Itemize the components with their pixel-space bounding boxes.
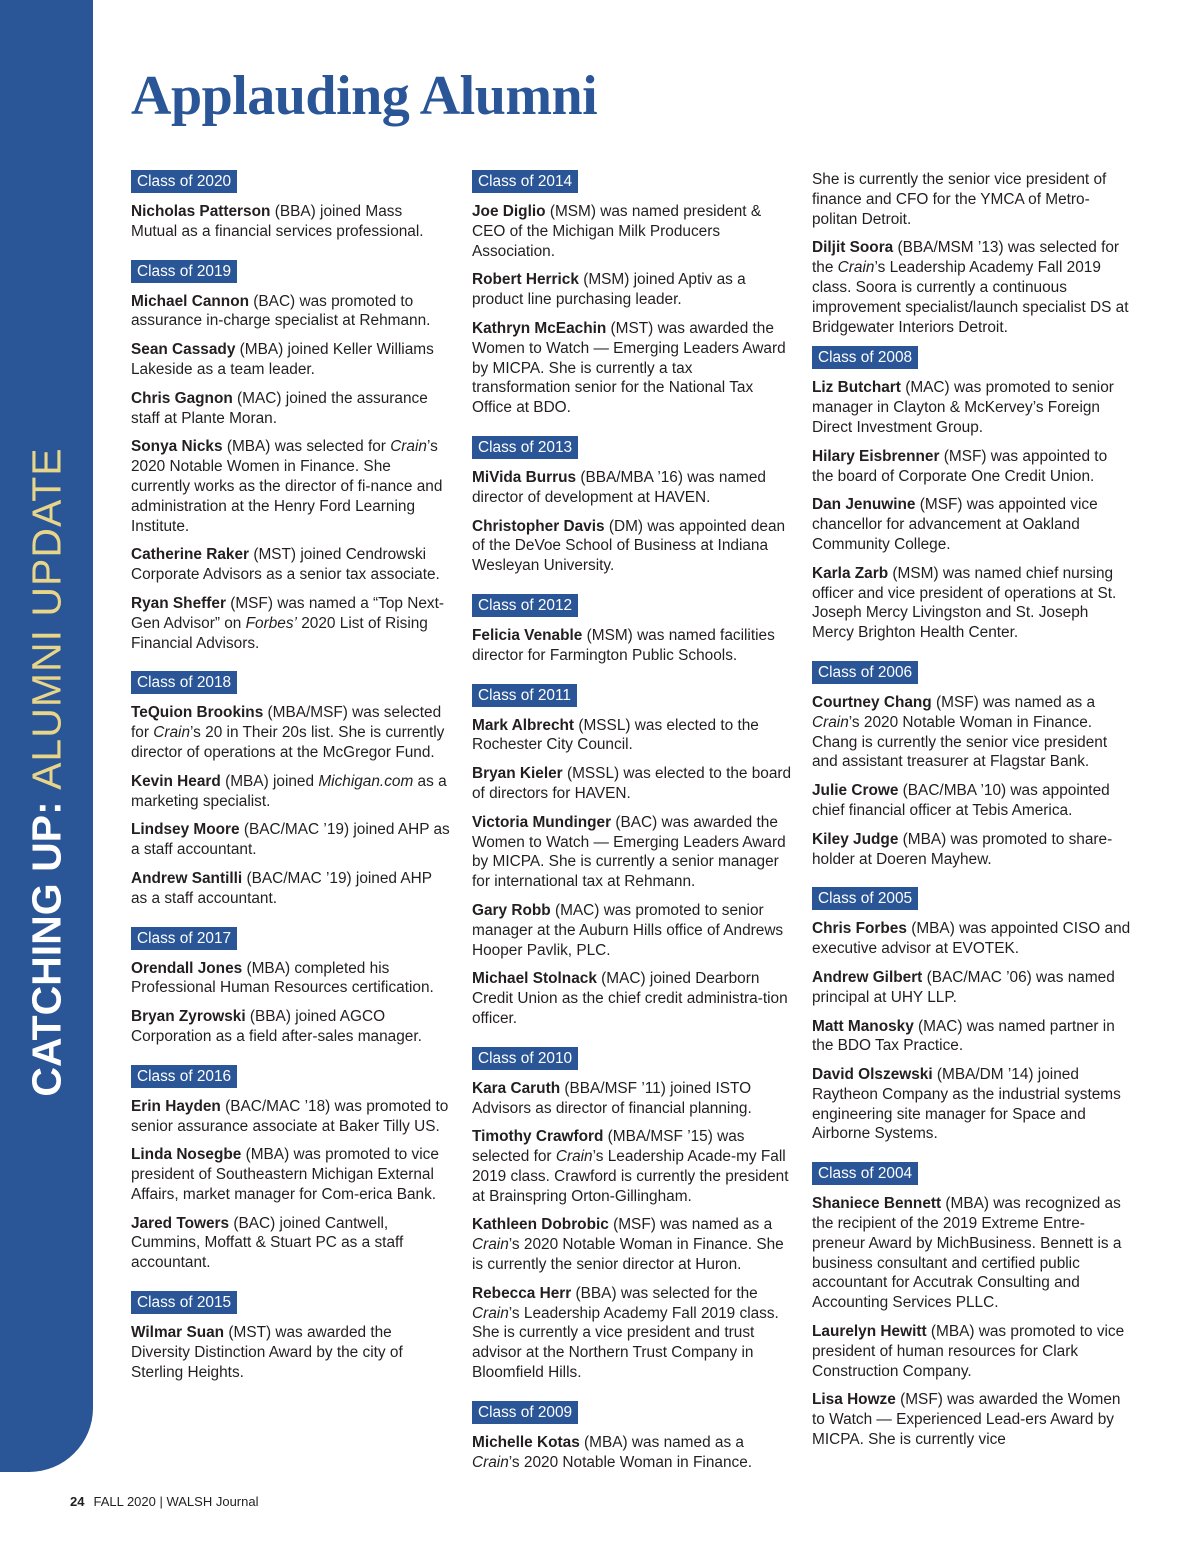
class-section xyxy=(472,170,792,418)
alumni-entry xyxy=(131,1214,451,1273)
alumni-entry xyxy=(131,703,451,762)
alumni-name: MiVida Burrus xyxy=(472,468,577,486)
alumni-text: (MSF) was named as a xyxy=(608,1216,773,1234)
alumni-entry xyxy=(472,969,792,1028)
publication-name: Crain xyxy=(153,724,191,742)
alumni-text: ’s 2020 Notable Women in Finance. She currently works as the director of fi-nance and administration at the Henry Ford Learning Institute. xyxy=(131,438,443,535)
alumni-entry xyxy=(131,437,451,536)
alumni-entry xyxy=(812,830,1132,870)
class-section xyxy=(131,671,451,908)
alumni-text: (MSM) was named facilities director for Farmington Public Schools. xyxy=(472,626,775,664)
alumni-entry xyxy=(131,869,451,909)
alumni-text: (MSF) was named as a xyxy=(931,693,1096,711)
alumni-entry xyxy=(131,959,451,999)
alumni-name: Christopher Davis xyxy=(472,517,605,535)
alumni-text: (MAC) joined Dearborn Credit Union as the chief credit administra-tion officer. xyxy=(472,970,788,1027)
alumni-name: Orendall Jones xyxy=(131,959,243,977)
alumni-name: Linda Nosegbe xyxy=(131,1146,242,1164)
alumni-name: Nicholas Patterson xyxy=(131,203,271,220)
alumni-text: (MBA) was named as a xyxy=(579,1433,744,1451)
section-label-light: ALUMNI UPDATE xyxy=(23,447,70,790)
alumni-entry xyxy=(131,389,451,429)
alumni-text: ’s Leadership Acade-my Fall 2019 class. Crawford is currently the president at Brainspring Orton-Gillingham. xyxy=(472,1148,789,1205)
alumni-text: 2020 List of Rising Financial Advisors. xyxy=(131,614,428,652)
page-title: Applauding Alumni xyxy=(131,65,598,127)
alumni-name: Julie Crowe xyxy=(812,782,899,800)
class-year-badge: Class of 2019 xyxy=(131,260,237,283)
alumni-text: (DM) was appointed dean of the DeVoe School of Business at Indiana Wesleyan University. xyxy=(472,517,786,575)
alumni-text: (MSM) joined Aptiv as a product line purchasing leader. xyxy=(472,271,746,309)
alumni-name: Victoria Mundinger xyxy=(472,813,612,831)
class-year-badge: Class of 2017 xyxy=(131,927,237,950)
alumni-text: (BAC) joined Cantwell, Cummins, Moffatt & Stuart PC as a staff accountant. xyxy=(131,1214,404,1272)
alumni-entry xyxy=(131,772,451,812)
alumni-entry xyxy=(812,1390,1132,1449)
alumni-text: (MSF) was named a “Top Next-Gen Advisor” on xyxy=(131,594,445,632)
alumni-text: (MBA) was selected for xyxy=(222,438,391,456)
alumni-name: Sonya Nicks xyxy=(131,438,223,456)
alumni-entry xyxy=(131,820,451,860)
alumni-text: (MBA/DM ’14) joined Raytheon Company as the industrial systems engineering site manager for Space and Airborne Systems. xyxy=(812,1066,1121,1143)
class-section xyxy=(131,1291,451,1382)
class-year-badge: Class of 2014 xyxy=(472,170,578,193)
publication-name: Michigan.com xyxy=(318,772,414,790)
publication-name: Crain xyxy=(472,1304,509,1322)
publication-name: Crain xyxy=(472,1236,509,1254)
alumni-text: (BBA) joined Mass Mutual as a financial services professional. xyxy=(131,203,424,240)
alumni-name: Chris Forbes xyxy=(812,920,907,938)
class-section xyxy=(812,346,1132,643)
alumni-name: Catherine Raker xyxy=(131,546,250,564)
alumni-text: (MSSL) was elected to the board of directors for HAVEN. xyxy=(472,765,792,802)
alumni-text: (MST) was awarded the Diversity Distinction Award by the city of Sterling Heights. xyxy=(131,1324,403,1381)
alumni-entry xyxy=(131,292,451,332)
alumni-entry xyxy=(131,594,451,653)
alumni-text: (BBA/MSF ’11) joined ISTO Advisors as director of financial planning. xyxy=(472,1079,752,1117)
alumni-name: TeQuion Brookins xyxy=(131,704,264,722)
alumni-text: (MAC) joined the assurance staff at Plante Moran. xyxy=(131,389,428,427)
alumni-entry xyxy=(472,716,792,756)
alumni-text: (MBA) was promoted to vice president of Southeastern Michigan External Affairs, market manager for Com-erica Bank. xyxy=(131,1146,439,1203)
alumni-text: as a marketing specialist. xyxy=(131,772,447,810)
alumni-text: (BBA/MSM ’13) was selected for the xyxy=(812,239,1120,277)
alumni-text: ’s Leadership Academy Fall 2019 class. Soora is currently a continuous improvement specialist/launch specialist DS at Bridgewater Interiors Detroit. xyxy=(812,259,1129,336)
alumni-name: Wilmar Suan xyxy=(131,1324,225,1342)
alumni-name: Mark Albrecht xyxy=(472,716,575,734)
alumni-entry xyxy=(812,693,1132,772)
alumni-name: Kathryn McEachin xyxy=(472,319,607,337)
alumni-text: (MST) was awarded the Women to Watch — Emerging Leaders Award by MICPA. She is currently a tax transformation senior for the National Tax Office at BDO. xyxy=(472,319,786,417)
alumni-text: (MAC) was named partner in the BDO Tax Practice. xyxy=(812,1017,1115,1055)
class-year-badge: Class of 2005 xyxy=(812,887,918,910)
alumni-entry xyxy=(131,340,451,380)
alumni-entry xyxy=(812,1065,1132,1144)
alumni-text: (BAC/MAC ’19) joined AHP as a staff accountant. xyxy=(131,869,432,907)
alumni-text: ’s 2020 Notable Woman in Finance. Chang is currently the senior vice president and assistant treasurer at Flagstar Bank. xyxy=(812,713,1108,771)
alumni-entry xyxy=(472,1079,792,1119)
publication-info: FALL 2020 | WALSH Journal xyxy=(93,1494,259,1509)
alumni-entry xyxy=(812,968,1132,1008)
alumni-entry xyxy=(812,238,1132,337)
alumni-entry xyxy=(472,517,792,576)
page-number: 24 xyxy=(70,1494,85,1509)
alumni-entry xyxy=(472,202,792,261)
publication-name: Crain xyxy=(472,1453,509,1471)
alumni-entry xyxy=(472,813,792,892)
class-year-badge: Class of 2008 xyxy=(812,346,918,369)
alumni-name: Courtney Chang xyxy=(812,693,932,711)
alumni-name: Dan Jenuwine xyxy=(812,496,916,514)
class-year-badge: Class of 2009 xyxy=(472,1401,578,1424)
alumni-entry xyxy=(812,919,1132,959)
alumni-entry xyxy=(812,1194,1132,1313)
alumni-entry xyxy=(131,1097,451,1137)
alumni-text: (BBA/MBA ’16) was named director of development at HAVEN. xyxy=(472,468,766,506)
alumni-name: Sean Cassady xyxy=(131,341,236,359)
alumni-name: Lindsey Moore xyxy=(131,821,240,839)
class-year-badge: Class of 2020 xyxy=(131,170,237,193)
class-section xyxy=(472,594,792,666)
alumni-text: (BAC/MAC ’18) was promoted to senior assurance associate at Baker Tilly US. xyxy=(131,1097,449,1135)
class-year-badge: Class of 2012 xyxy=(472,594,578,617)
alumni-text: (BAC/MBA ’10) was appointed chief financial officer at Tebis America. xyxy=(812,782,1110,819)
alumni-entry xyxy=(472,1215,792,1274)
alumni-name: Andrew Santilli xyxy=(131,869,243,887)
alumni-text: (MSF) was appointed vice chancellor for advancement at Oakland Community College. xyxy=(812,496,1098,553)
alumni-entry xyxy=(812,1017,1132,1057)
alumni-text: ’s 20 in Their 20s list. She is currently director of operations at the McGregor Fund. xyxy=(131,724,445,761)
alumni-name: Jared Towers xyxy=(131,1214,230,1232)
sidebar-band xyxy=(0,0,93,1472)
alumni-name: Andrew Gilbert xyxy=(812,968,923,986)
alumni-name: Bryan Zyrowski xyxy=(131,1008,246,1026)
alumni-name: Matt Manosky xyxy=(812,1017,914,1035)
alumni-text: (MBA/MSF) was selected for xyxy=(131,704,442,742)
alumni-text: (BAC/MAC ’19) joined AHP as a staff accountant. xyxy=(131,821,450,859)
alumni-entry xyxy=(472,764,792,804)
alumni-text: ’s 2020 Notable Woman in Finance. She is currently the senior director at Huron. xyxy=(472,1236,784,1274)
class-section xyxy=(812,1162,1132,1450)
alumni-name: Timothy Crawford xyxy=(472,1128,604,1146)
alumni-name: Felicia Venable xyxy=(472,626,583,644)
alumni-text: (MSM) was named chief nursing officer and vice president of operations at St. Joseph Mercy Livingston and St. Joseph Mercy Brighton Health Center. xyxy=(812,564,1117,642)
alumni-name: Kevin Heard xyxy=(131,772,221,790)
alumni-name: Robert Herrick xyxy=(472,271,579,289)
alumni-text: (MSSL) was elected to the Rochester City Council. xyxy=(472,716,759,754)
class-section xyxy=(131,1065,451,1273)
alumni-entry xyxy=(472,1284,792,1383)
alumni-entry xyxy=(472,901,792,960)
alumni-name: Michael Stolnack xyxy=(472,970,597,988)
class-section xyxy=(812,661,1132,869)
class-section xyxy=(812,887,1132,1144)
section-label xyxy=(23,447,70,1097)
alumni-name: Joe Diglio xyxy=(472,203,546,220)
alumni-text: (MAC) was promoted to senior manager in Clayton & McKervey’s Foreign Direct Investment Group. xyxy=(812,379,1114,436)
alumni-name: Kathleen Dobrobic xyxy=(472,1216,609,1234)
alumni-entry xyxy=(812,781,1132,821)
alumni-name: Rebecca Herr xyxy=(472,1284,572,1302)
alumni-text: (MAC) was promoted to senior manager at the Auburn Hills office of Andrews Hooper Pavlik, PLC. xyxy=(472,901,784,959)
alumni-entry xyxy=(812,378,1132,437)
class-section xyxy=(131,927,451,1047)
class-section xyxy=(472,1401,792,1473)
alumni-name: Shaniece Bennett xyxy=(812,1195,942,1213)
alumni-text: (MBA) was appointed CISO and executive advisor at EVOTEK. xyxy=(812,920,1131,958)
alumni-name: Michelle Kotas xyxy=(472,1433,580,1451)
alumni-text: (MSF) was awarded the Women to Watch — Experienced Lead-ers Award by MICPA. She is currently vice xyxy=(812,1391,1121,1449)
publication-name: Crain xyxy=(812,713,849,731)
class-year-badge: Class of 2018 xyxy=(131,671,237,694)
class-year-badge: Class of 2004 xyxy=(812,1162,918,1185)
alumni-name: Bryan Kieler xyxy=(472,765,563,783)
alumni-text: (MBA) was promoted to vice president of human resources for Clark Construction Company. xyxy=(812,1323,1125,1380)
alumni-entry xyxy=(812,1322,1132,1381)
column-2 xyxy=(472,170,792,1490)
alumni-text: (MBA) joined Keller Williams Lakeside as a team leader. xyxy=(131,341,434,378)
class-section xyxy=(472,436,792,576)
alumni-text: (MBA) completed his Professional Human Resources certification. xyxy=(131,959,434,997)
class-section xyxy=(131,170,451,242)
alumni-text: (MST) joined Cendrowski Corporate Advisors as a senior tax associate. xyxy=(131,546,440,584)
alumni-text: (MBA) was promoted to share-holder at Doeren Mayhew. xyxy=(812,830,1113,868)
class-section xyxy=(472,684,792,1029)
alumni-entry xyxy=(131,545,451,585)
alumni-entry xyxy=(812,170,1132,229)
alumni-text: She is currently the senior vice president of finance and CFO for the YMCA of Metro-politan Detroit. xyxy=(812,171,1107,228)
publication-name: Crain xyxy=(555,1148,593,1166)
alumni-text: (MBA) was recognized as the recipient of the 2019 Extreme Entre-preneur Award by MichBusiness. Bennett is a business consultant and certified public accountant for Accutrak Consulting and Accounting Services PLLC. xyxy=(812,1195,1122,1312)
alumni-text: (MSF) was appointed to the board of Corporate One Credit Union. xyxy=(812,447,1108,485)
alumni-text: (MBA) joined xyxy=(220,772,319,790)
publication-name: Forbes’ xyxy=(245,614,297,632)
alumni-entry xyxy=(472,270,792,310)
alumni-name: Liz Butchart xyxy=(812,379,901,397)
class-year-badge: Class of 2013 xyxy=(472,436,578,459)
alumni-name: Lisa Howze xyxy=(812,1391,896,1409)
alumni-entry xyxy=(131,202,451,242)
alumni-name: Kiley Judge xyxy=(812,830,899,848)
alumni-entry xyxy=(472,1433,792,1473)
alumni-name: Gary Robb xyxy=(472,901,551,919)
alumni-text: ’s 2020 Notable Woman in Finance. xyxy=(508,1453,753,1471)
alumni-entry xyxy=(472,468,792,508)
publication-name: Crain xyxy=(837,259,875,277)
alumni-entry xyxy=(472,1127,792,1206)
class-year-badge: Class of 2010 xyxy=(472,1047,578,1070)
alumni-text: (BBA) joined AGCO Corporation as a field after-sales manager. xyxy=(131,1008,422,1045)
alumni-entry xyxy=(812,495,1132,554)
alumni-name: Michael Cannon xyxy=(131,292,250,310)
alumni-entry xyxy=(131,1007,451,1047)
alumni-text: (BAC) was awarded the Women to Watch — Emerging Leaders Award by MICPA. She is currently a senior manager for international tax at Rehmann. xyxy=(472,813,786,891)
alumni-text: (BAC) was promoted to assurance in-charge specialist at Rehmann. xyxy=(131,292,431,330)
alumni-entry xyxy=(472,626,792,666)
page-footer xyxy=(70,1494,258,1509)
class-section xyxy=(131,260,451,654)
class-year-badge: Class of 2016 xyxy=(131,1065,237,1088)
alumni-name: Laurelyn Hewitt xyxy=(812,1323,927,1341)
alumni-entry xyxy=(812,564,1132,643)
alumni-name: David Olszewski xyxy=(812,1066,933,1084)
alumni-name: Diljit Soora xyxy=(812,239,894,257)
class-year-badge: Class of 2006 xyxy=(812,661,918,684)
alumni-entry xyxy=(131,1323,451,1382)
alumni-text: (BAC/MAC ’06) was named principal at UHY LLP. xyxy=(812,968,1115,1006)
alumni-text: ’s Leadership Academy Fall 2019 class. She is currently a vice president and trust advisor at the Northern Trust Company in Bloomfield Hills. xyxy=(472,1304,779,1382)
alumni-name: Karla Zarb xyxy=(812,564,889,582)
alumni-name: Chris Gagnon xyxy=(131,389,233,407)
alumni-text: (MBA/MSF ’15) was selected for xyxy=(472,1128,745,1166)
class-section xyxy=(472,1047,792,1383)
alumni-entry xyxy=(472,319,792,418)
publication-name: Crain xyxy=(390,438,427,456)
alumni-entry xyxy=(812,447,1132,487)
alumni-entry xyxy=(131,1145,451,1204)
column-1 xyxy=(131,170,451,1400)
column-3 xyxy=(812,170,1132,1468)
alumni-name: Erin Hayden xyxy=(131,1097,221,1115)
alumni-name: Kara Caruth xyxy=(472,1079,561,1097)
class-year-badge: Class of 2015 xyxy=(131,1291,237,1314)
alumni-name: Hilary Eisbrenner xyxy=(812,447,940,465)
alumni-text: (BBA) was selected for the xyxy=(571,1284,758,1302)
alumni-text: (MSM) was named president & CEO of the Michigan Milk Producers Association. xyxy=(472,203,762,260)
class-year-badge: Class of 2011 xyxy=(472,684,577,707)
alumni-name: Ryan Sheffer xyxy=(131,594,226,612)
section-label-bold: CATCHING UP: xyxy=(23,801,70,1097)
